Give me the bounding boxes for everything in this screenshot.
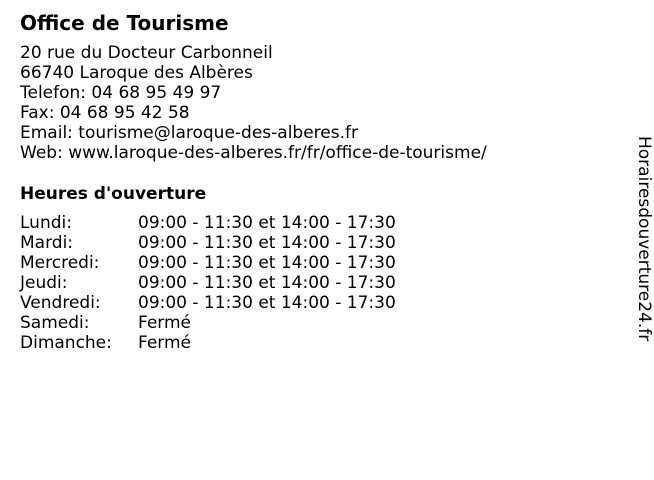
day-times: Fermé — [138, 333, 192, 353]
page-title: Office de Tourisme — [20, 11, 229, 35]
hours-row-samedi — [20, 313, 396, 333]
day-label: Jeudi: — [20, 273, 68, 293]
day-times: 09:00 - 11:30 et 14:00 - 17:30 — [138, 293, 396, 313]
day-times: Fermé — [138, 313, 192, 333]
phone-number: Telefon: 04 68 95 49 97 — [20, 83, 222, 103]
day-label: Dimanche: — [20, 333, 112, 353]
opening-hours-table — [20, 213, 396, 353]
hours-row-jeudi — [20, 273, 396, 293]
email-address: Email: tourisme@laroque-des-alberes.fr — [20, 123, 358, 143]
day-times: 09:00 - 11:30 et 14:00 - 17:30 — [138, 233, 396, 253]
hours-row-mercredi — [20, 253, 396, 273]
website-url: Web: www.laroque-des-alberes.fr/fr/office-de-tourisme/ — [20, 143, 487, 163]
day-label: Lundi: — [20, 213, 72, 233]
opening-hours-heading: Heures d'ouverture — [20, 184, 207, 204]
contact-info — [20, 43, 487, 163]
day-label: Mardi: — [20, 233, 74, 253]
day-label: Vendredi: — [20, 293, 101, 313]
day-times: 09:00 - 11:30 et 14:00 - 17:30 — [138, 273, 396, 293]
hours-row-lundi — [20, 213, 396, 233]
hours-row-dimanche — [20, 333, 396, 353]
day-label: Samedi: — [20, 313, 90, 333]
hours-row-vendredi — [20, 293, 396, 313]
address-street: 20 rue du Docteur Carbonneil — [20, 43, 273, 63]
fax-number: Fax: 04 68 95 42 58 — [20, 103, 190, 123]
day-times: 09:00 - 11:30 et 14:00 - 17:30 — [138, 253, 396, 273]
day-label: Mercredi: — [20, 253, 100, 273]
hours-row-mardi — [20, 233, 396, 253]
address-city: 66740 Laroque des Albères — [20, 63, 253, 83]
site-watermark: Horairesdouverture24.fr — [634, 136, 654, 342]
day-times: 09:00 - 11:30 et 14:00 - 17:30 — [138, 213, 396, 233]
